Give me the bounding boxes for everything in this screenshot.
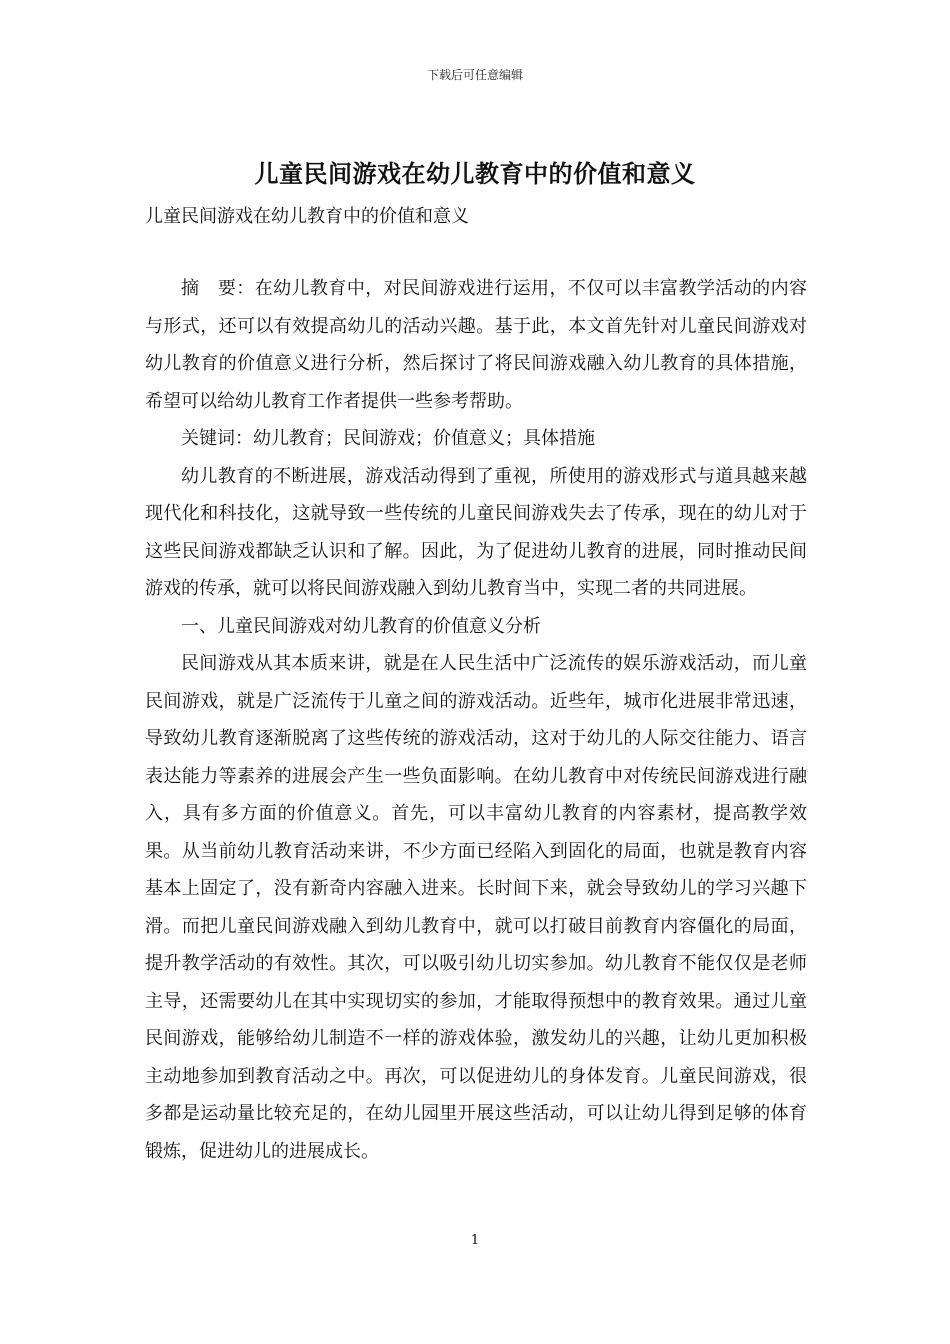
header-note: 下载后可任意编辑 bbox=[426, 68, 523, 82]
document-subtitle: 儿童民间游戏在幼儿教育中的价值和意义 bbox=[145, 206, 469, 227]
section-paragraph: 民间游戏从其本质来讲，就是在人民生活中广泛流传的娱乐游戏活动，而儿童民间游戏，就是广泛流传于儿童之间的游戏活动。近些年，城市化进展非常迅速，导致幼儿教育逐渐脱离了这些传统的游戏活动，这对于幼儿的人际交往能力、语言表达能力等素养的进展会产生一些负面影响。在幼儿教育中对传统民间游戏进行融入，具有多方面的价值意义。首先，可以丰富幼儿教育的内容素材，提高教学效果。从当前幼儿教育活动来讲，不少方面已经陷入到固化的局面，也就是教育内容基本上固定了，没有新奇内容融入进来。长时间下来，就会导致幼儿的学习兴趣下滑。而把儿童民间游戏融入到幼儿教育中，就可以打破目前教育内容僵化的局面，提升教学活动的有效性。其次，可以吸引幼儿切实参加。幼儿教育不能仅仅是老师主导，还需要幼儿在其中实现切实的参加，才能取得预想中的教育效果。通过儿童民间游戏，能够给幼儿制造不一样的游戏体验，激发幼儿的兴趣，让幼儿更加积极主动地参加到教育活动之中。再次，可以促进幼儿的身体发育。儿童民间游戏，很多都是运动量比较充足的，在幼儿园里开展这些活动，可以让幼儿得到足够的体育锻炼，促进幼儿的进展成长。 bbox=[145, 653, 807, 1162]
keywords-paragraph: 关键词：幼儿教育；民间游戏；价值意义；具体措施 bbox=[181, 428, 595, 449]
document-body bbox=[145, 270, 807, 1170]
abstract-paragraph: 摘 要：在幼儿教育中，对民间游戏进行运用，不仅可以丰富教学活动的内容与形式，还可以有效提高幼儿的活动兴趣。基于此，本文首先针对儿童民间游戏对幼儿教育的价值意义进行分析，然后探讨了将民间游戏融入幼儿教育的具体措施，希望可以给幼儿教育工作者提供一些参考帮助。 bbox=[145, 278, 807, 412]
intro-paragraph: 幼儿教育的不断进展，游戏活动得到了重视，所使用的游戏形式与道具越来越现代化和科技化，这就导致一些传统的儿童民间游戏失去了传承，现在的幼儿对于这些民间游戏都缺乏认识和了解。因此，为了促进幼儿教育的进展，同时推动民间游戏的传承，就可以将民间游戏融入到幼儿教育当中，实现二者的共同进展。 bbox=[145, 465, 807, 599]
page-number: 1 bbox=[470, 1233, 480, 1248]
section-heading: 一、儿童民间游戏对幼儿教育的价值意义分析 bbox=[181, 615, 541, 637]
document-title: 儿童民间游戏在幼儿教育中的价值和意义 bbox=[254, 159, 696, 188]
